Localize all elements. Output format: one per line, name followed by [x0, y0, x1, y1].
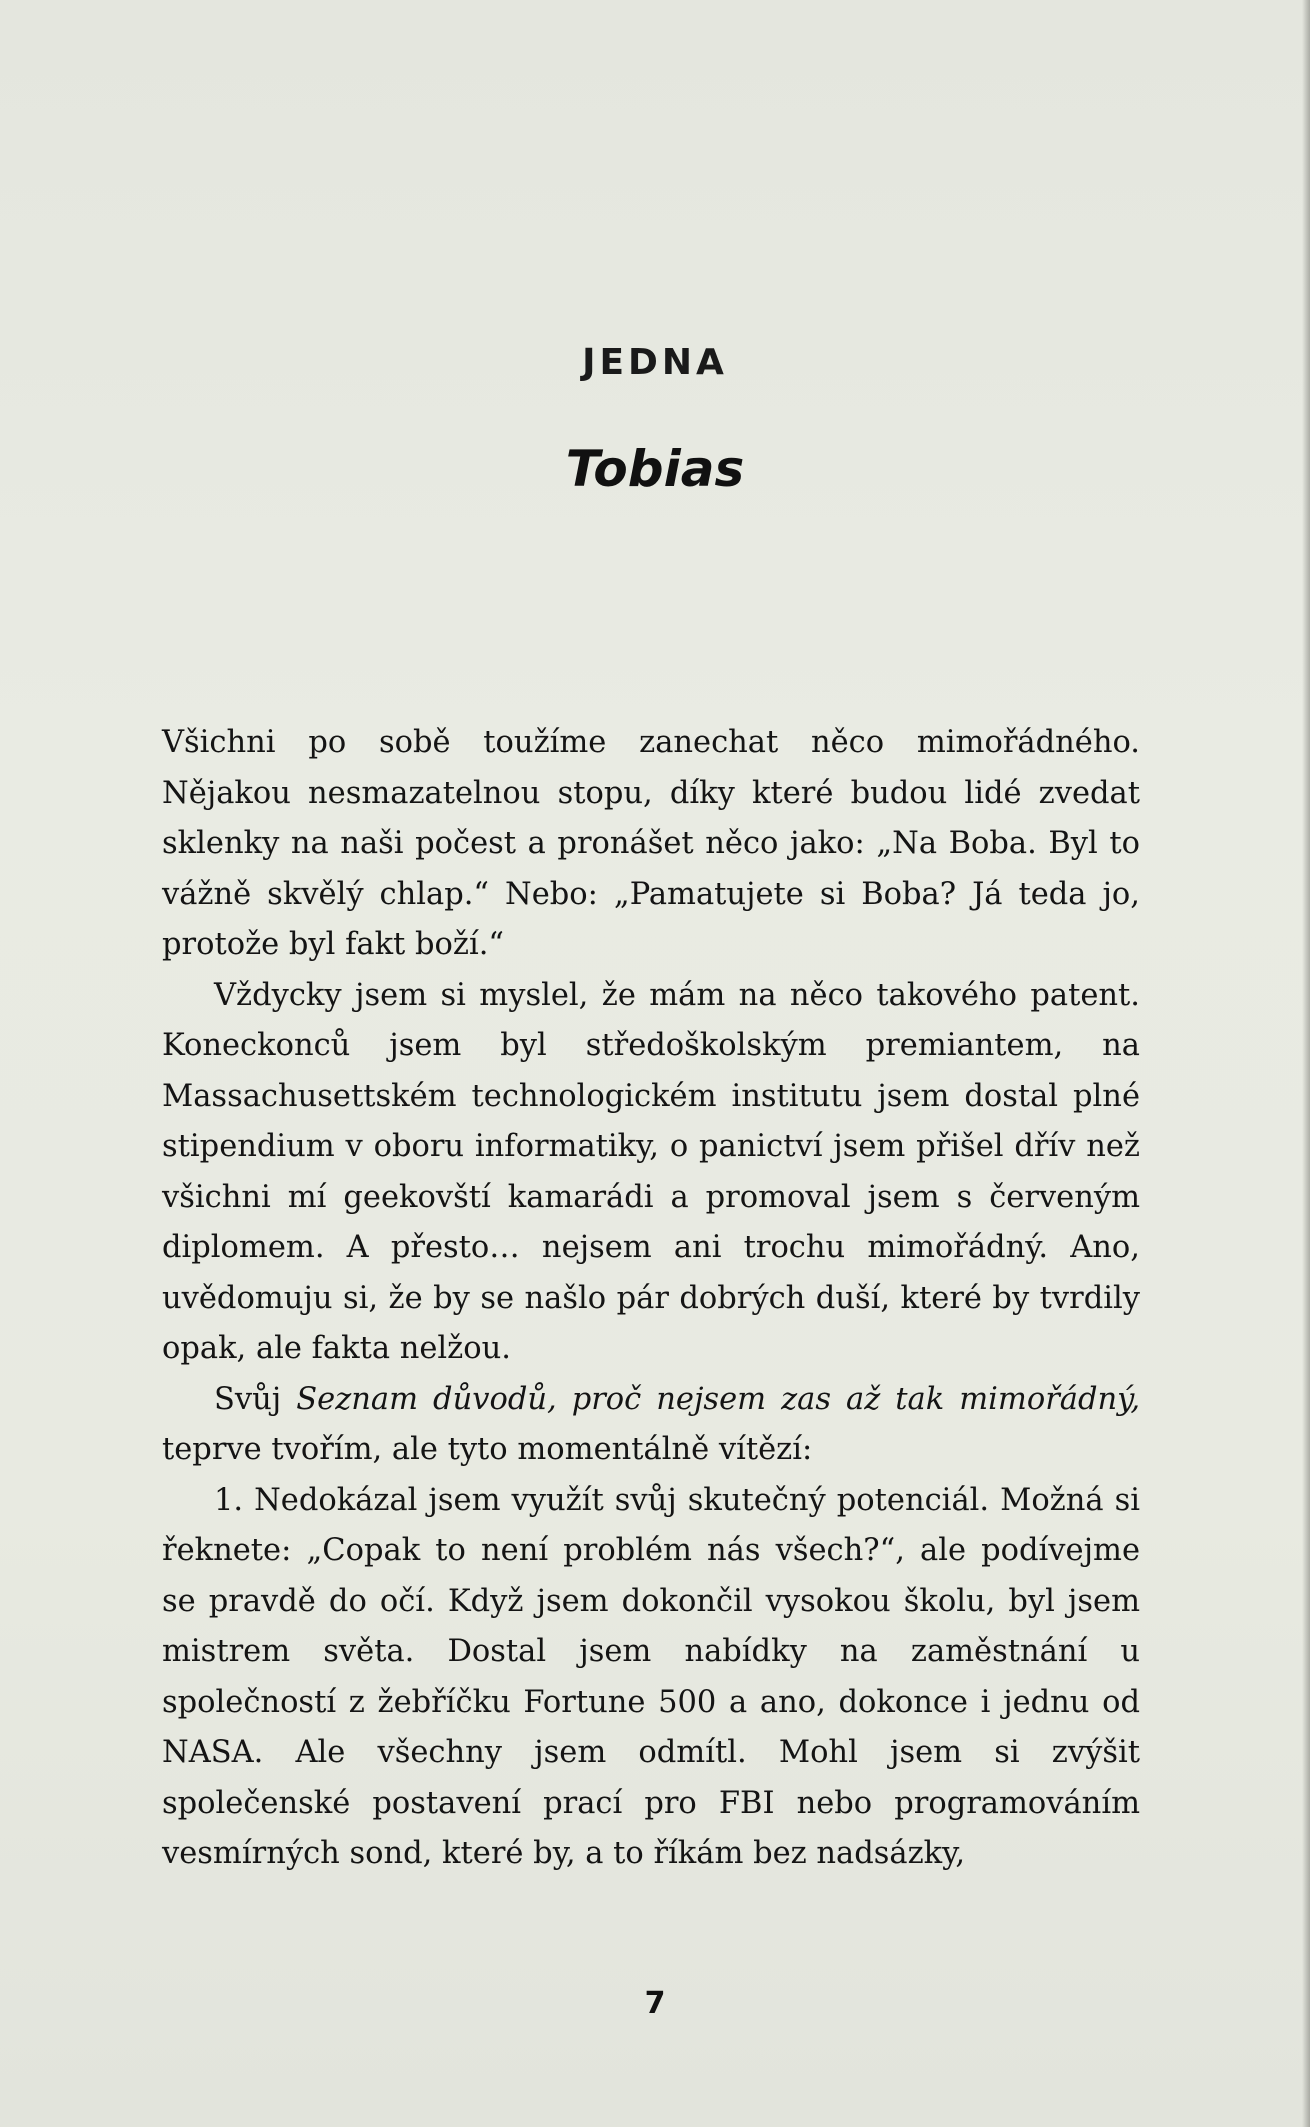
paragraph-1: Všichni po sobě toužíme zanechat něco mimořádného. Nějakou nesmazatelnou stopu, díky které budou lidé zvedat sklenky na naši počest a pronášet něco jako: „Na Boba. Byl to vážně skvělý chlap.“ Nebo: „Pamatujete si Boba? Já teda jo, protože byl fakt boží.“	[162, 725, 1140, 962]
paragraph-3-end: teprve tvořím, ale tyto momentálně vítězí:	[162, 1432, 813, 1467]
page-number: 7	[644, 1986, 666, 2021]
list-title-italic: Seznam důvodů, proč nejsem zas až tak mimořádný,	[296, 1381, 1141, 1417]
chapter-title: Tobias	[565, 440, 745, 498]
paragraph-2: Vždycky jsem si myslel, že mám na něco takového patent. Koneckonců jsem byl středoškolským premiantem, na Massachusettském technologickém institutu jsem dostal plné stipendium v oboru informatiky, o panictví jsem přišel dřív než všichni mí geekovští kamarádi a promoval jsem s červeným diplomem. A přesto… nejsem ani trochu mimořádný. Ano, uvědomuju si, že by se našlo pár dobrých duší, které by tvrdily opak, ale fakta nelžou.	[162, 977, 1140, 1366]
chapter-number: JEDNA	[582, 342, 728, 383]
paragraph-3-start: Svůj	[214, 1381, 297, 1417]
body-text	[162, 718, 1140, 1880]
paragraph-4-list-item-1: 1. Nedokázal jsem využít svůj skutečný potenciál. Možná si řeknete: „Copak to není problém nás všech?“, ale podívejme se pravdě do očí. Když jsem dokončil vysokou školu, byl jsem mistrem světa. Dostal jsem nabídky na zaměstnání u společností z žebříčku Fortune 500 a ano, dokonce i jednu od NASA. Ale všechny jsem odmítl. Mohl jsem si zvýšit společenské postavení prací pro FBI nebo programováním vesmírných sond, které by, a to říkám bez nadsázky,	[162, 1482, 1140, 1871]
page-edge-shadow	[1302, 0, 1310, 2127]
paragraph-3	[162, 1375, 1140, 1476]
